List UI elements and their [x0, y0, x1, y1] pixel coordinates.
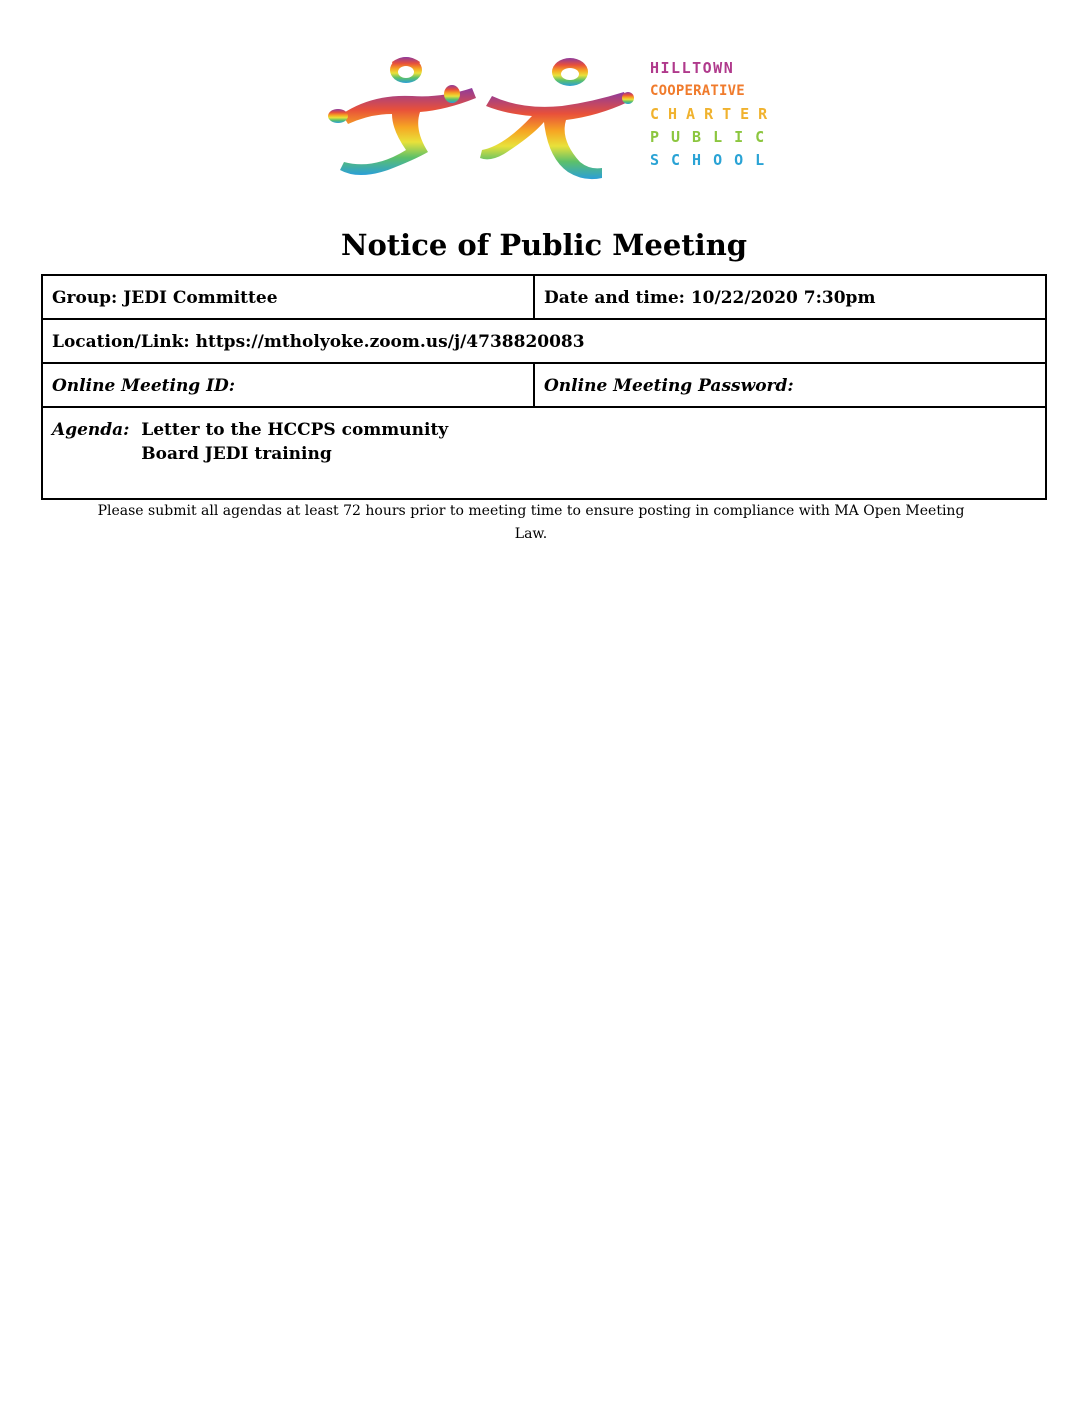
school-name-line-1: HILLTOWN: [650, 59, 735, 77]
agenda-label: Agenda:: [52, 420, 130, 440]
meeting-id-cell: Online Meeting ID:: [42, 363, 534, 407]
meeting-info-table: [41, 274, 1047, 500]
location-cell: Location/Link: https://mtholyoke.zoom.us/j/4738820083: [42, 319, 1046, 363]
school-name-line-5: SCHOOL: [650, 151, 777, 169]
agenda-list: [141, 418, 448, 466]
meeting-password-cell: Online Meeting Password:: [534, 363, 1046, 407]
school-name: [650, 57, 776, 172]
school-logo: [322, 52, 792, 180]
agenda-cell: [42, 407, 1046, 499]
footnote: [0, 500, 1062, 546]
date-time-cell: Date and time: 10/22/2020 7:30pm: [534, 275, 1046, 319]
page-title: Notice of Public Meeting: [340, 228, 748, 262]
table-row: [42, 407, 1046, 499]
agenda-item: Letter to the HCCPS community: [141, 420, 449, 440]
figures-logo-icon: [322, 52, 642, 180]
table-row: [42, 319, 1046, 363]
table-row: [42, 275, 1046, 319]
group-cell: Group: JEDI Committee: [42, 275, 534, 319]
footnote-line-2: Law.: [514, 526, 548, 542]
table-row: [42, 363, 1046, 407]
footnote-line-1: Please submit all agendas at least 72 hours prior to meeting time to ensure posting in compliance with MA Open Meeting: [97, 503, 965, 519]
school-name-line-4: PUBLIC: [650, 128, 777, 146]
school-name-line-2: COOPERATIVE: [650, 83, 745, 99]
agenda-item: Board JEDI training: [141, 444, 332, 464]
school-name-line-3: CHARTER: [650, 105, 777, 123]
